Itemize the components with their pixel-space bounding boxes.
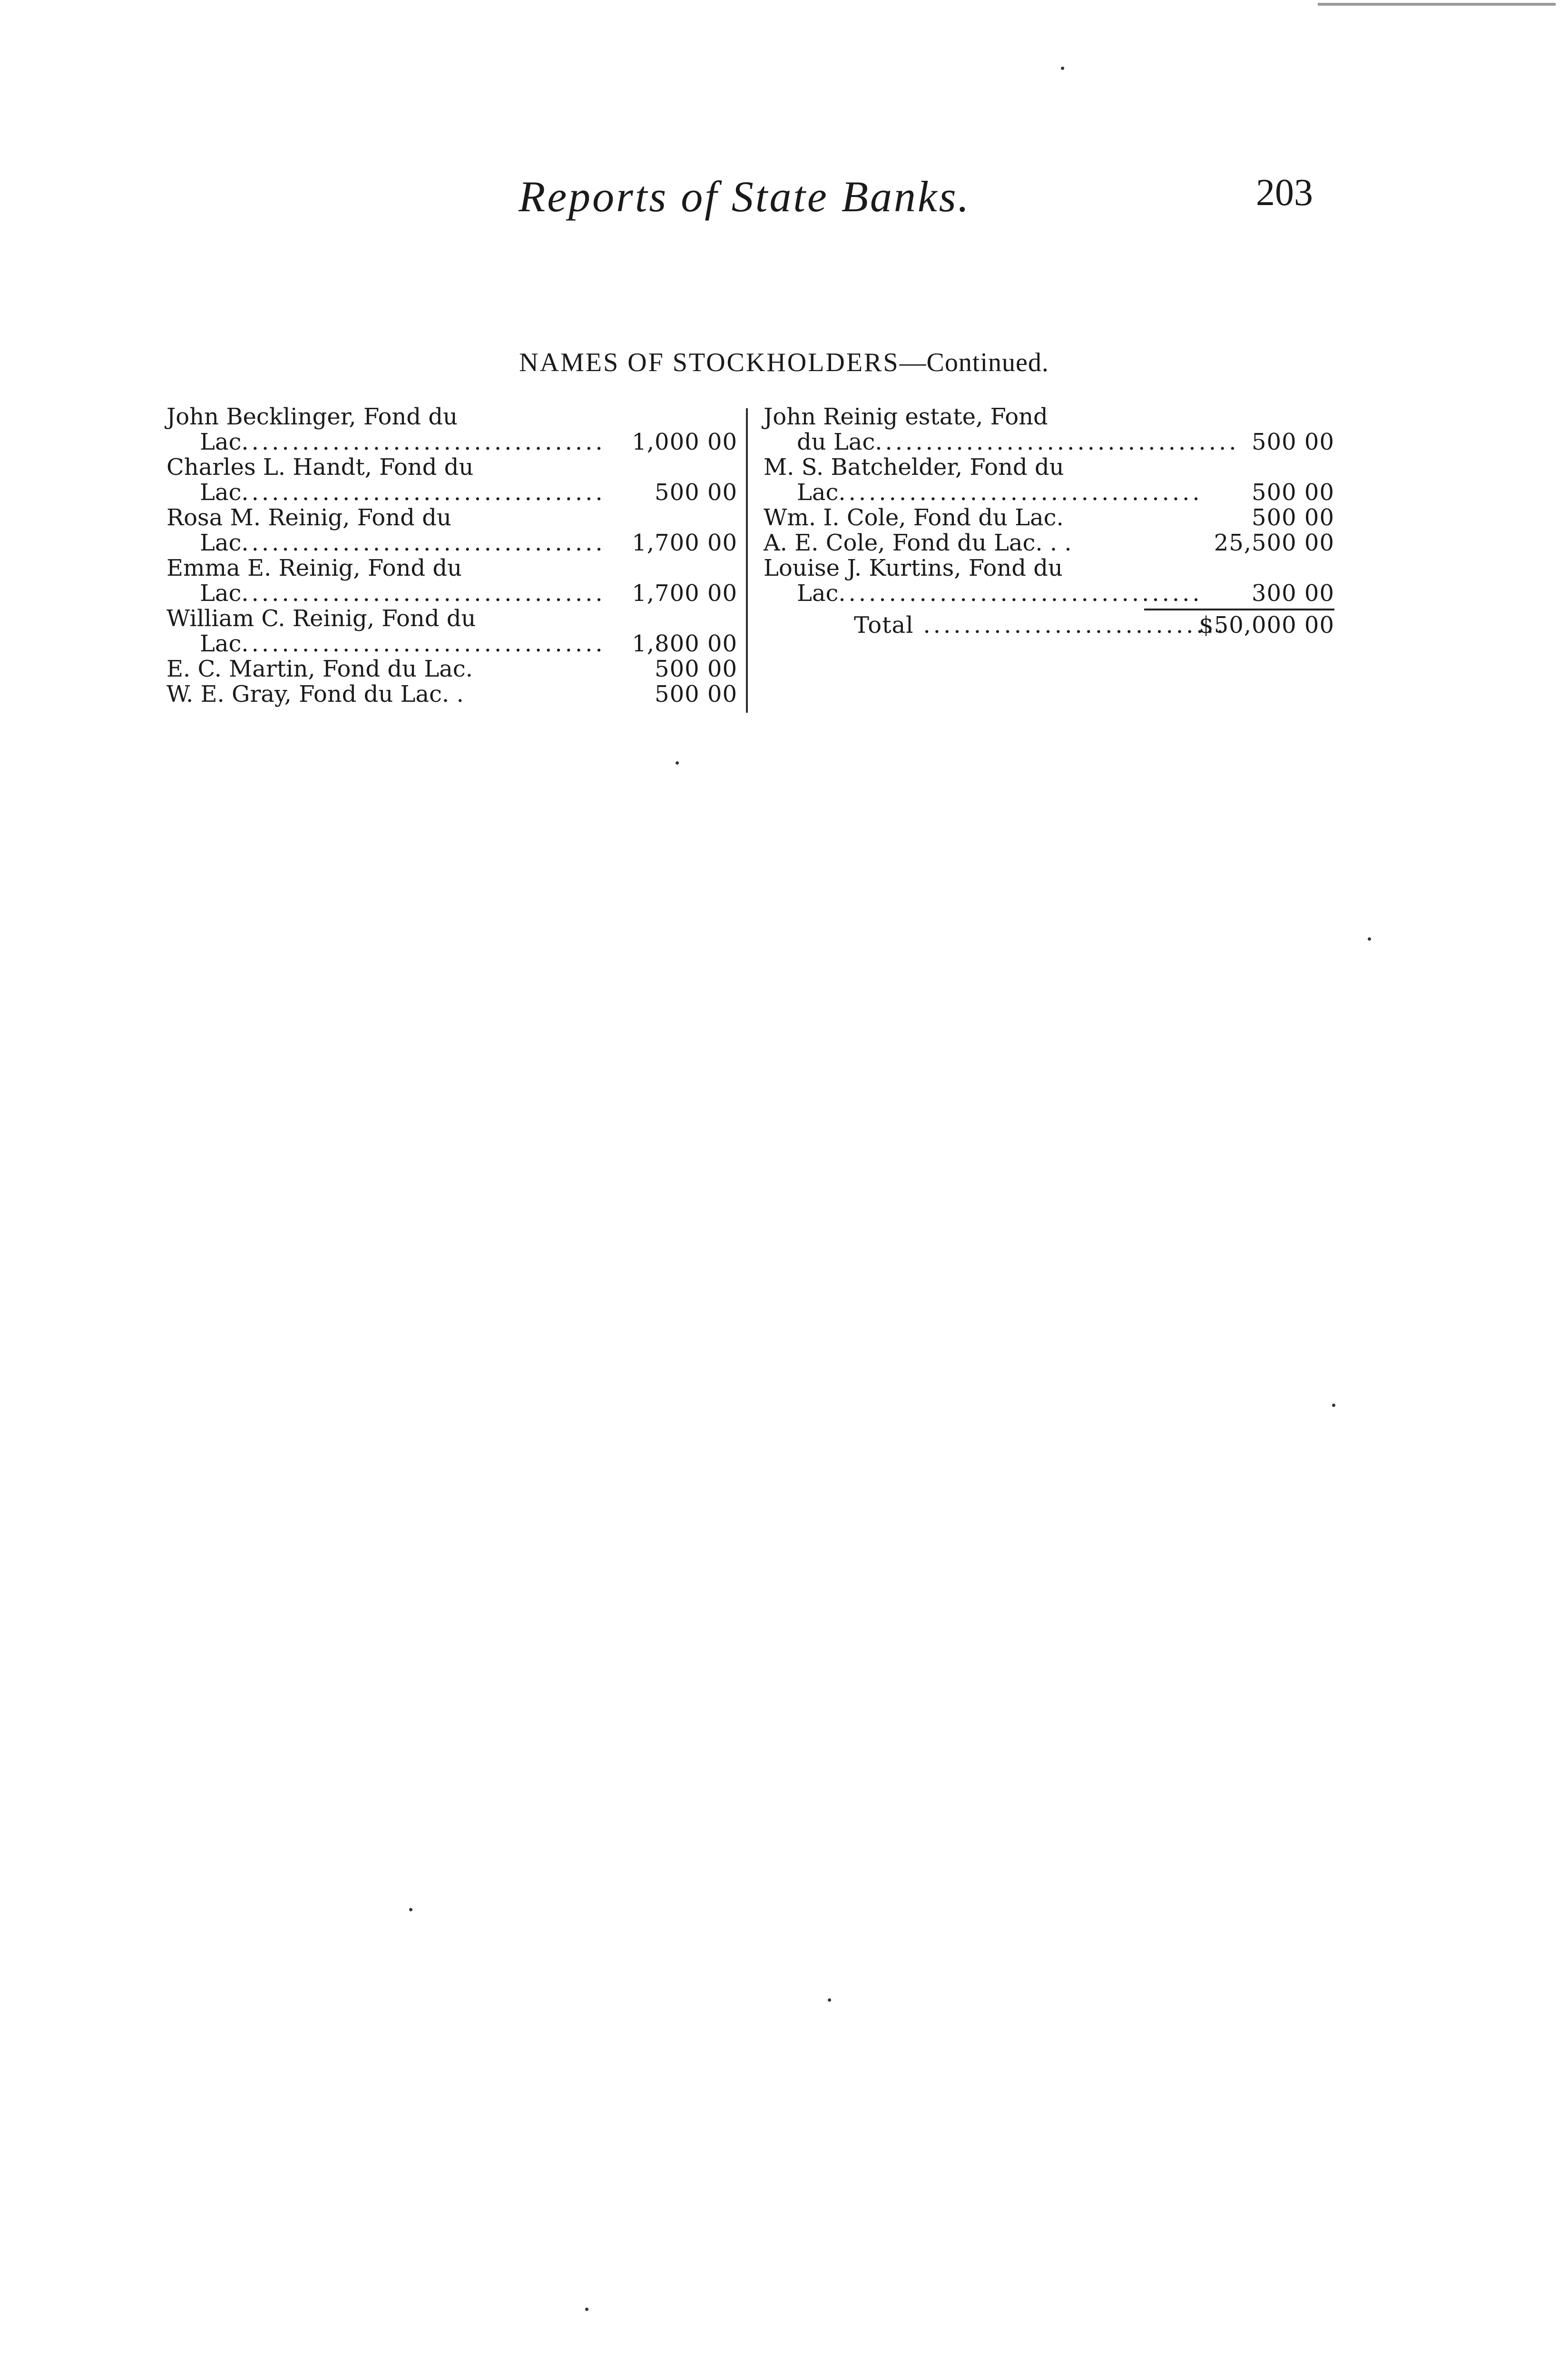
stockholder-entry [764, 531, 1334, 556]
stockholder-entry [167, 556, 737, 606]
scan-speck [1368, 937, 1371, 941]
scan-speck [409, 1908, 412, 1911]
dot-leader: .................................... [241, 429, 606, 455]
scan-speck [1332, 1404, 1335, 1407]
stockholder-entry [167, 682, 737, 707]
stockholder-entry [167, 455, 737, 505]
stockholder-name-cont: Lac [200, 580, 242, 607]
dot-leader: .................................... [838, 479, 1203, 506]
stockholder-amount: 1,700 00 [632, 530, 737, 556]
stockholder-amount: 500 00 [1252, 479, 1334, 506]
dot-leader: .................................... [241, 530, 606, 556]
stockholder-amount: 1,700 00 [632, 580, 737, 607]
stockholder-entry [764, 556, 1334, 606]
stockholder-amount: 500 00 [1252, 429, 1334, 455]
stockholder-name-cont: Lac [797, 580, 839, 607]
dot-leader: .................................... [838, 580, 1203, 607]
stockholder-name: Rosa M. Reinig, Fond du [167, 504, 451, 531]
stockholder-entry [764, 455, 1334, 505]
total-amount: $50,000 00 [1199, 612, 1334, 639]
stockholder-name-cont: du Lac [797, 429, 875, 455]
column-divider [746, 408, 748, 713]
stockholder-amount: 1,000 00 [632, 429, 737, 455]
stockholder-name: Louise J. Kurtins, Fond du [764, 555, 1063, 581]
stockholder-name: William C. Reinig, Fond du [167, 605, 476, 632]
dot-leader: .................................... [241, 580, 606, 607]
stockholder-name-cont: Lac [200, 630, 242, 657]
stockholder-name: John Becklinger, Fond du [167, 403, 458, 430]
stockholder-entry [764, 404, 1334, 455]
stockholder-name: John Reinig estate, Fond [764, 403, 1048, 430]
dot-leader: .............................. [923, 612, 1227, 639]
stockholder-entry [167, 657, 737, 682]
stockholder-amount: 25,500 00 [1214, 530, 1334, 556]
stockholder-name-cont: Lac [797, 479, 839, 506]
stockholder-amount: 500 00 [655, 479, 737, 506]
dot-leader: .................................... [241, 479, 606, 506]
dot-leader: .................................... [241, 630, 606, 657]
stockholder-name: M. S. Batchelder, Fond du [764, 454, 1064, 481]
stockholder-entry [764, 505, 1334, 531]
stockholders-right-column [764, 404, 1334, 638]
stockholder-name: Wm. I. Cole, Fond du Lac. [764, 504, 1064, 531]
scan-speck [828, 1998, 831, 2002]
stockholder-name-cont: Lac [200, 530, 242, 556]
scan-speck [676, 761, 679, 765]
page-number: 203 [1256, 172, 1313, 214]
stockholder-name-cont: Lac [200, 479, 242, 506]
stockholders-left-column [167, 404, 737, 707]
stockholder-amount: 500 00 [1252, 504, 1334, 531]
stockholder-name: Emma E. Reinig, Fond du [167, 555, 462, 581]
stockholder-name: E. C. Martin, Fond du Lac. [167, 656, 473, 682]
stockholder-name: W. E. Gray, Fond du Lac. . [167, 681, 464, 708]
total-label: Total [854, 612, 914, 639]
stockholder-entry [167, 404, 737, 455]
section-title-suffix: —Continued. [899, 348, 1049, 377]
stockholder-amount: 300 00 [1252, 580, 1334, 607]
running-head: Reports of State Banks. [519, 172, 971, 221]
stockholder-name-cont: Lac [200, 429, 242, 455]
stockholder-name: A. E. Cole, Fond du Lac. . . [764, 530, 1072, 556]
dot-leader: .................................... [875, 429, 1239, 455]
stockholder-amount: 1,800 00 [632, 630, 737, 657]
section-title-main: NAMES OF STOCKHOLDERS [519, 348, 900, 377]
total-row [764, 613, 1334, 638]
scan-speck [585, 2308, 588, 2311]
stockholder-entry [167, 505, 737, 556]
top-edge-rule [1318, 3, 1556, 6]
stockholder-name: Charles L. Handt, Fond du [167, 454, 474, 481]
total-rule [1144, 609, 1334, 610]
scan-speck [1061, 67, 1064, 70]
stockholder-amount: 500 00 [655, 681, 737, 708]
stockholder-amount: 500 00 [655, 656, 737, 682]
section-title [0, 347, 1568, 378]
stockholder-entry [167, 606, 737, 657]
